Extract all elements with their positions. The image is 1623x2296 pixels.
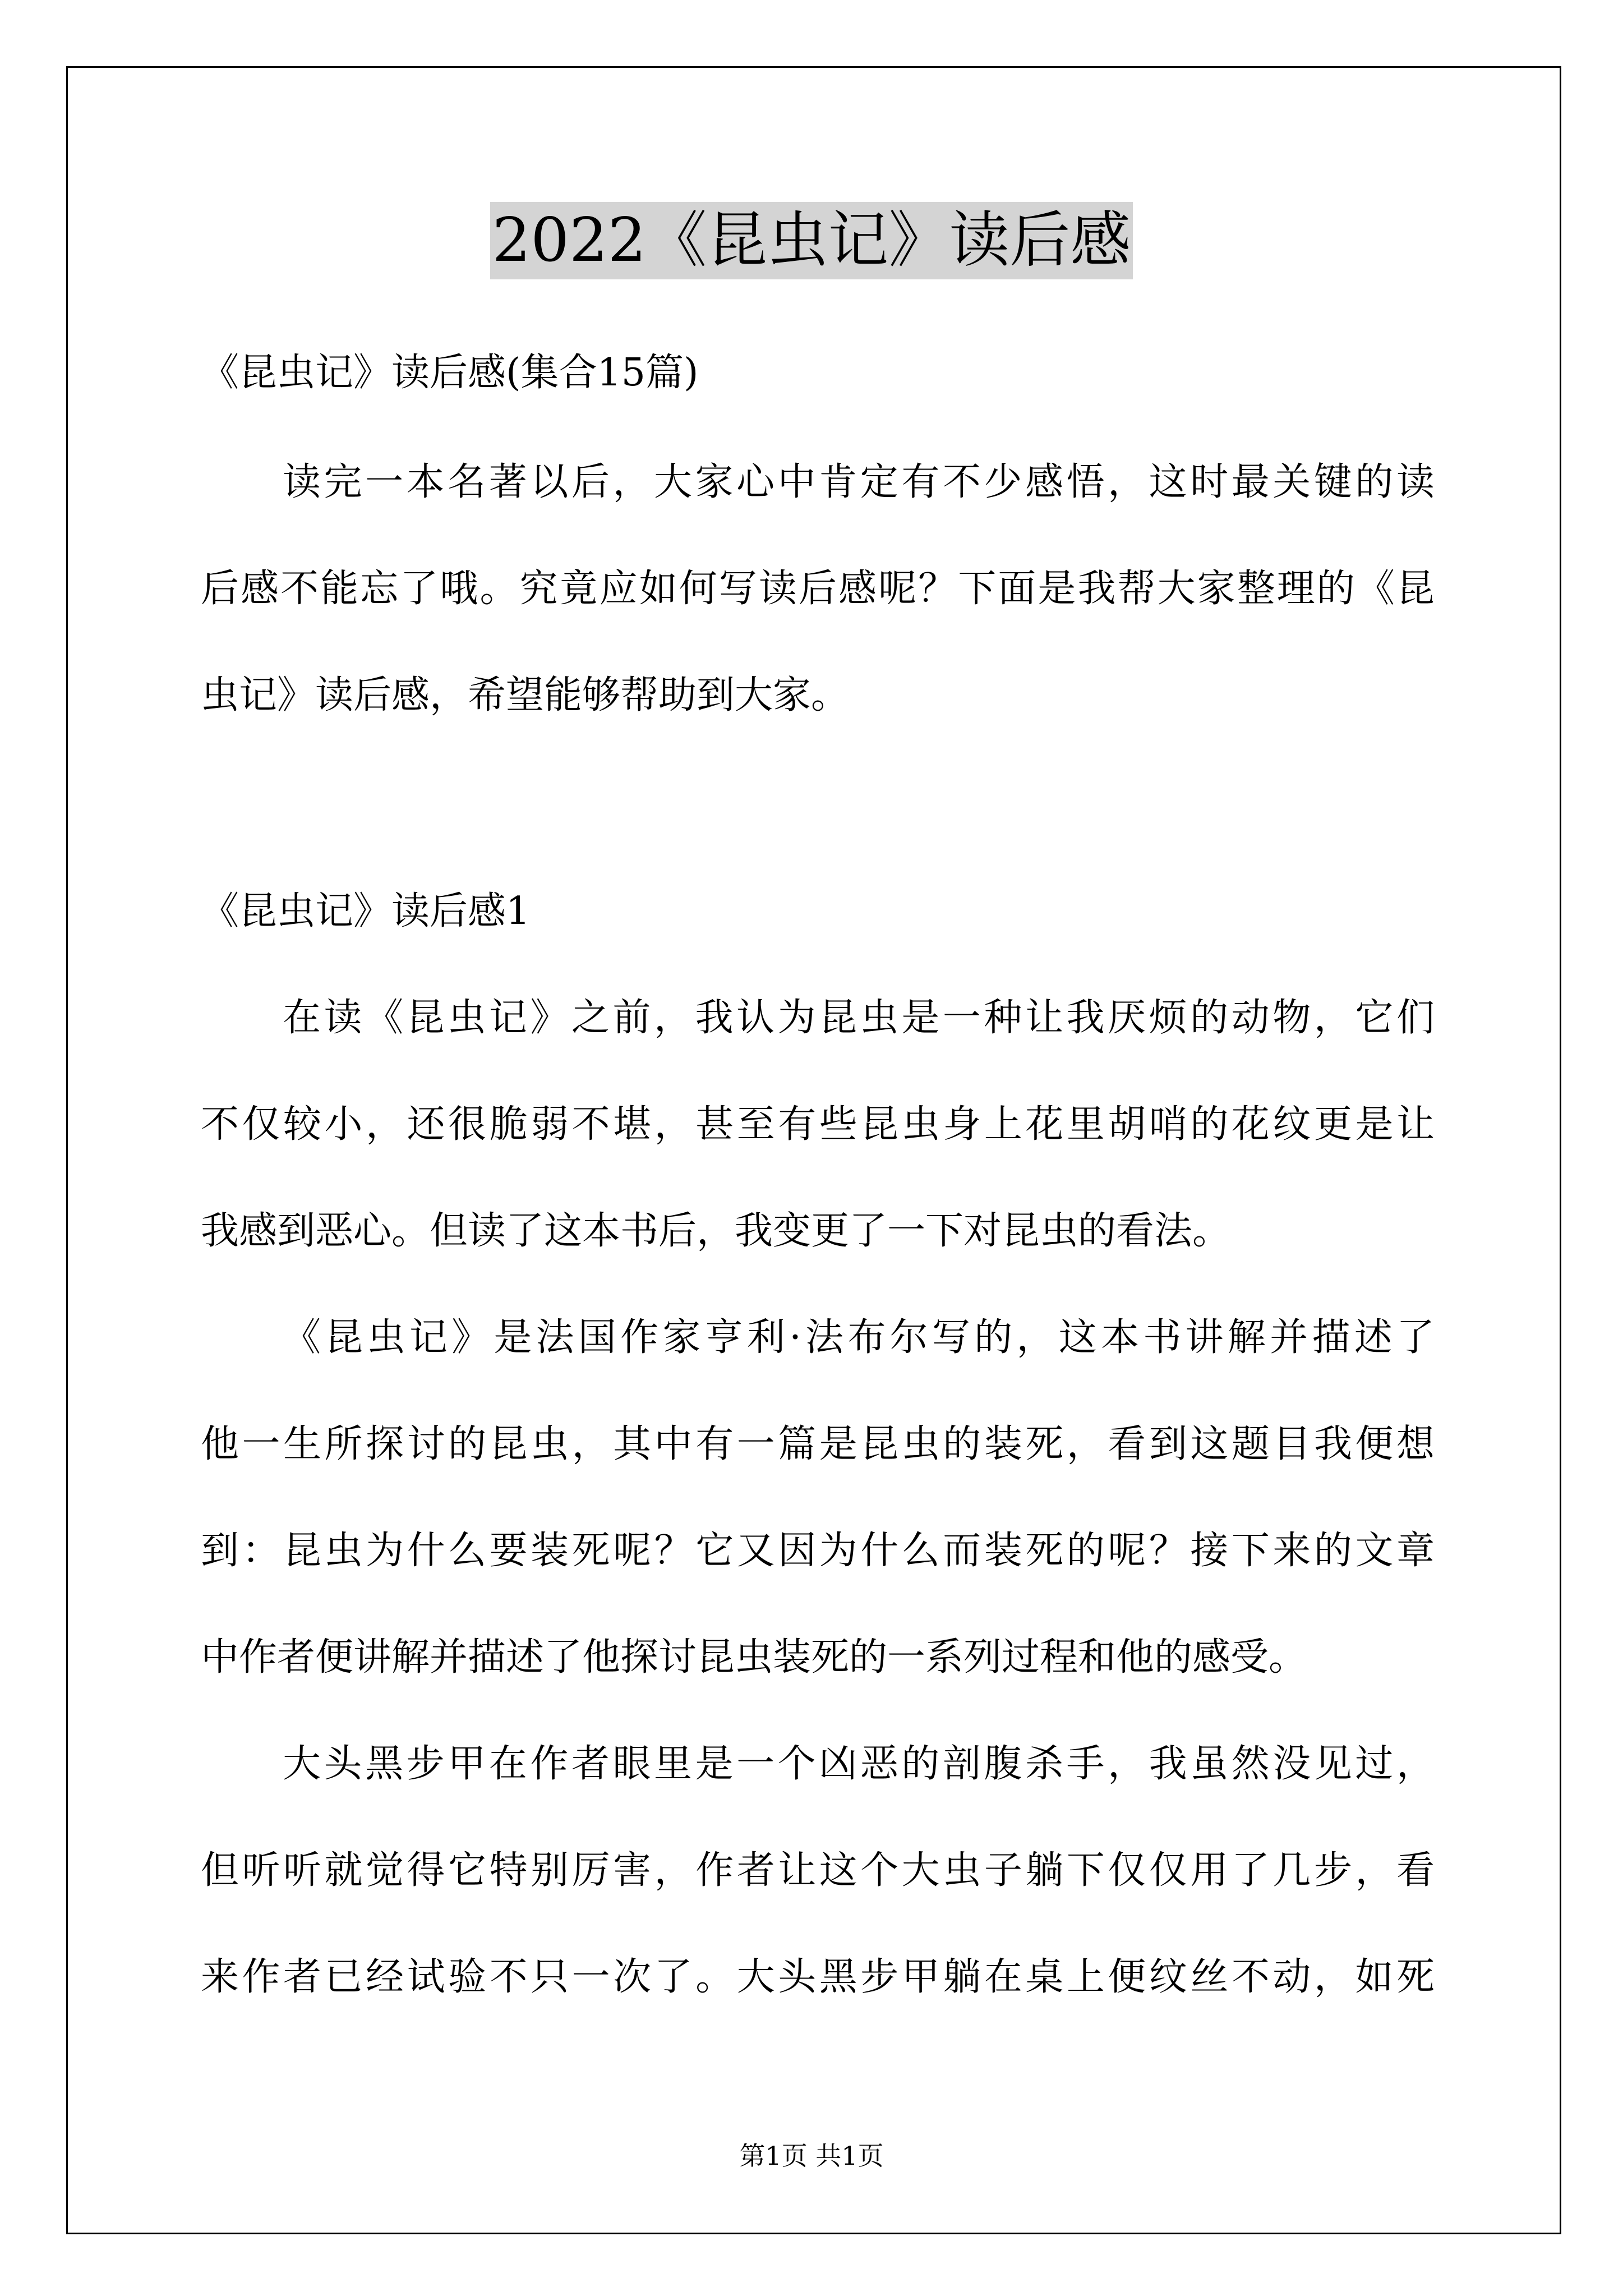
subtitle: 《昆虫记》读后感(集合15篇) <box>201 351 699 395</box>
intro-line: 读完一本名著以后，大家心中肯定有不少感悟，这时最关键的读 <box>283 460 1435 504</box>
paragraph-line: 在读《昆虫记》之前，我认为昆虫是一种让我厌烦的动物，它们 <box>283 996 1435 1040</box>
paragraph-line: 《昆虫记》是法国作家亨利·法布尔写的，这本书讲解并描述了 <box>283 1315 1435 1360</box>
paragraph-line: 他一生所探讨的昆虫，其中有一篇是昆虫的装死，看到这题目我便想 <box>201 1422 1435 1466</box>
paragraph-line: 我感到恶心。但读了这本书后，我变更了一下对昆虫的看法。 <box>201 1209 1231 1253</box>
intro-line: 虫记》读后感，希望能够帮助到大家。 <box>201 673 850 717</box>
paragraph-line: 到：昆虫为什么要装死呢？它又因为什么而装死的呢？接下来的文章 <box>201 1529 1435 1573</box>
paragraph-line: 中作者便讲解并描述了他探讨昆虫装死的一系列过程和他的感受。 <box>201 1635 1307 1680</box>
intro-line: 后感不能忘了哦。究竟应如何写读后感呢？下面是我帮大家整理的《昆 <box>201 567 1435 611</box>
paragraph-line: 但听听就觉得它特别厉害，作者让这个大虫子躺下仅仅用了几步，看 <box>201 1848 1435 1893</box>
document-title: 2022《昆虫记》读后感 <box>490 202 1133 279</box>
paragraph-line: 大头黑步甲在作者眼里是一个凶恶的剖腹杀手，我虽然没见过， <box>283 1742 1435 1786</box>
page-footer: 第1页 共1页 <box>739 2141 884 2171</box>
paragraph-line: 来作者已经试验不只一次了。大头黑步甲躺在桌上便纹丝不动，如死 <box>201 1955 1435 1999</box>
title-container <box>0 202 1623 279</box>
paragraph-line: 不仅较小，还很脆弱不堪，甚至有些昆虫身上花里胡哨的花纹更是让 <box>201 1102 1435 1147</box>
section-heading: 《昆虫记》读后感1 <box>201 889 531 933</box>
